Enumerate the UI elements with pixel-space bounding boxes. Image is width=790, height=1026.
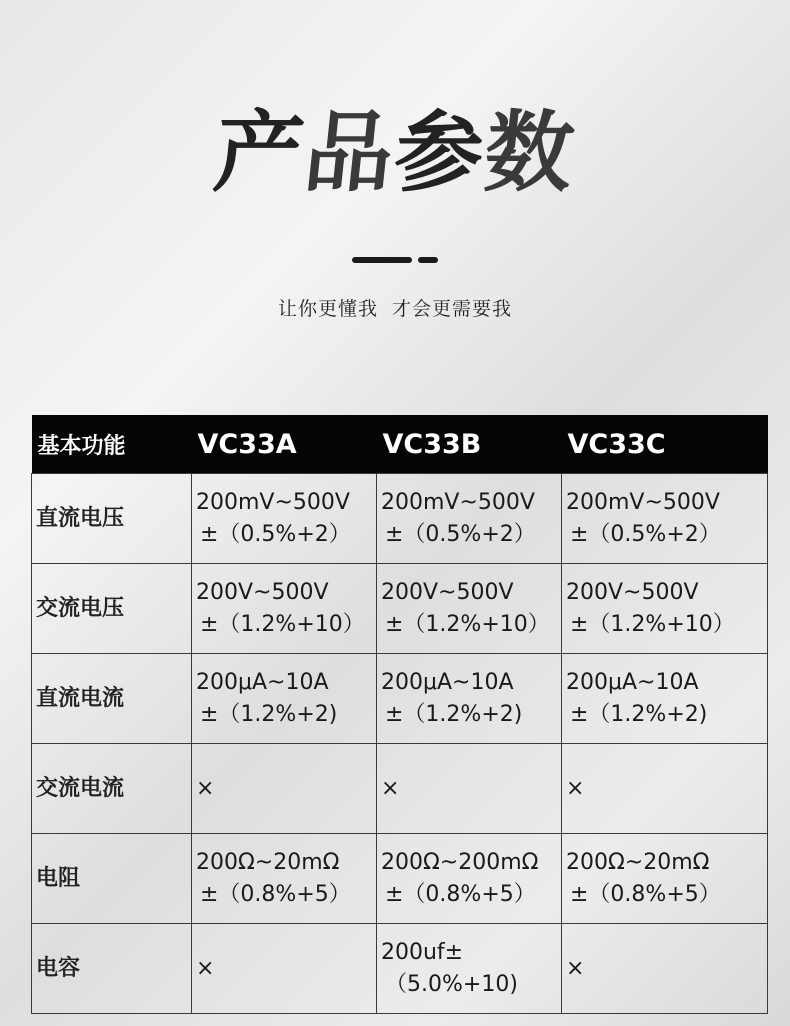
- spec-range: 200Ω~20mΩ: [566, 849, 710, 875]
- spec-cell: [192, 924, 377, 1014]
- spec-range: ×: [566, 955, 585, 981]
- spec-accuracy: （5.0%+10): [385, 971, 518, 997]
- row-label: 交流电压: [32, 564, 192, 654]
- spec-accuracy: ±（1.2%+10）: [570, 611, 735, 637]
- spec-range: 200uf±: [381, 939, 464, 965]
- spec-accuracy: ±（1.2%+10）: [200, 611, 365, 637]
- spec-range: 200V~500V: [196, 579, 329, 605]
- spec-cell: [192, 834, 377, 924]
- table-row: [32, 834, 768, 924]
- title-char-2: 品: [299, 101, 401, 204]
- spec-range: 200mV~500V: [196, 489, 350, 515]
- spec-accuracy: ±（0.5%+2）: [200, 521, 351, 547]
- spec-cell: [377, 654, 562, 744]
- spec-cell: [192, 744, 377, 834]
- spec-accuracy: ±（0.5%+2）: [385, 521, 536, 547]
- spec-accuracy: ±（0.5%+2）: [570, 521, 721, 547]
- table-header-row: [32, 415, 768, 474]
- spec-range: 200Ω~200mΩ: [381, 849, 539, 875]
- spec-cell: [192, 654, 377, 744]
- spec-range: 200μA~10A: [566, 669, 699, 695]
- spec-range: 200μA~10A: [196, 669, 329, 695]
- spec-range: ×: [196, 955, 215, 981]
- spec-table: [31, 415, 768, 1014]
- spec-cell: [192, 474, 377, 564]
- spec-range: ×: [381, 775, 400, 801]
- spec-range: 200Ω~20mΩ: [196, 849, 340, 875]
- table-row: [32, 744, 768, 834]
- spec-cell: [562, 474, 768, 564]
- spec-cell: [377, 474, 562, 564]
- spec-cell: [192, 564, 377, 654]
- spec-accuracy: ±（1.2%+2): [200, 701, 338, 727]
- spec-cell: [377, 834, 562, 924]
- column-header-function: 基本功能: [32, 415, 192, 474]
- spec-cell: [562, 834, 768, 924]
- divider-short-bar: [418, 257, 438, 263]
- title-char-3: 参: [389, 101, 491, 204]
- spec-range: 200V~500V: [566, 579, 699, 605]
- column-header-vc33b: VC33B: [377, 415, 562, 474]
- spec-cell: [562, 564, 768, 654]
- spec-range: 200mV~500V: [381, 489, 535, 515]
- row-label: 电容: [32, 924, 192, 1014]
- spec-accuracy: ±（0.8%+5）: [200, 881, 351, 907]
- spec-cell: [562, 924, 768, 1014]
- spec-cell: [377, 744, 562, 834]
- table-row: [32, 654, 768, 744]
- title-char-1: 产: [209, 101, 311, 204]
- spec-range: ×: [196, 775, 215, 801]
- spec-cell: [377, 924, 562, 1014]
- table-row: [32, 924, 768, 1014]
- spec-range: 200μA~10A: [381, 669, 514, 695]
- title-divider: [0, 257, 790, 265]
- column-header-vc33c: VC33C: [562, 415, 768, 474]
- title-char-4: 数: [479, 101, 581, 204]
- row-label: 直流电流: [32, 654, 192, 744]
- spec-accuracy: ±（1.2%+2): [570, 701, 708, 727]
- table-row: [32, 564, 768, 654]
- spec-accuracy: ±（1.2%+10）: [385, 611, 550, 637]
- spec-cell: [562, 744, 768, 834]
- column-header-vc33a: VC33A: [192, 415, 377, 474]
- subtitle: 让你更懂我 才会更需要我: [277, 298, 513, 320]
- row-label: 交流电流: [32, 744, 192, 834]
- spec-accuracy: ±（1.2%+2): [385, 701, 523, 727]
- divider-long-bar: [352, 257, 412, 263]
- spec-range: ×: [566, 775, 585, 801]
- spec-cell: [562, 654, 768, 744]
- page-title: [0, 98, 790, 208]
- spec-cell: [377, 564, 562, 654]
- row-label: 直流电压: [32, 474, 192, 564]
- spec-accuracy: ±（0.8%+5）: [385, 881, 536, 907]
- row-label: 电阻: [32, 834, 192, 924]
- spec-range: 200V~500V: [381, 579, 514, 605]
- spec-accuracy: ±（0.8%+5）: [570, 881, 721, 907]
- spec-range: 200mV~500V: [566, 489, 720, 515]
- table-row: [32, 474, 768, 564]
